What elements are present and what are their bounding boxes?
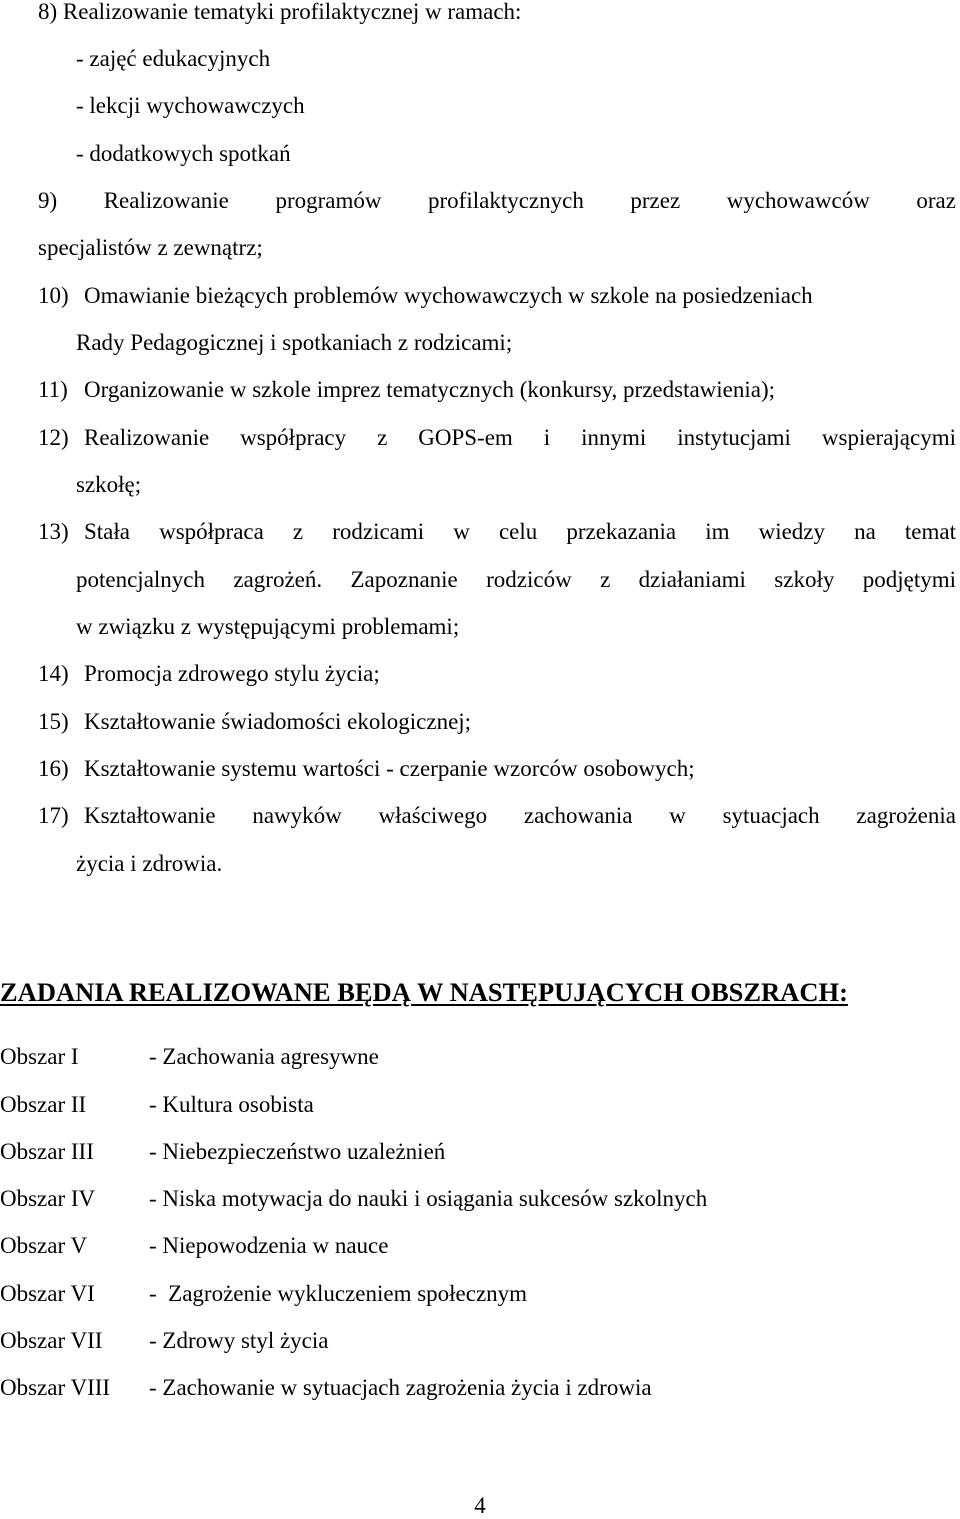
item-13-number: 13) [38,519,69,544]
area-label: Obszar I [0,1044,79,1069]
item-13-line-1: Stała współpraca z rodzicami w celu przekazania im wiedzy na temat [84,519,956,544]
item-17-line-2: życia i zdrowia. [76,851,223,876]
item-12-line-1: Realizowanie współpracy z GOPS-em i innymi instytucjami wspierającymi [84,425,956,450]
item-12-number: 12) [38,425,69,450]
item-9-word: profilaktycznych [428,188,584,213]
area-description: - Niska motywacja do nauki i osiągania sukcesów szkolnych [149,1186,708,1211]
item-9-line-2: specjalistów z zewnątrz; [38,235,263,260]
item-9-word: oraz [916,188,956,213]
area-description: - Zachowanie w sytuacjach zagrożenia życia i zdrowia [149,1375,652,1400]
item-14-number: 14) [38,661,69,686]
item-10-line-2: Rady Pedagogicznej i spotkaniach z rodzicami; [76,330,513,355]
area-description: - Niebezpieczeństwo uzależnień [149,1139,446,1164]
item-12-line-2: szkołę; [76,472,142,497]
area-label: Obszar III [0,1139,94,1164]
item-8-sub-2: - lekcji wychowawczych [76,93,305,118]
item-17-line-1: Kształtowanie nawyków właściwego zachowania w sytuacjach zagrożenia [84,803,956,828]
item-9-word: Realizowanie [103,188,229,213]
area-label: Obszar VI [0,1281,95,1306]
area-label: Obszar II [0,1092,87,1117]
item-15-line-1: Kształtowanie świadomości ekologicznej; [84,709,472,734]
item-10-number: 10) [38,283,69,308]
section-heading: ZADANIA REALIZOWANE BĘDĄ W NASTĘPUJĄCYCH OBSZRACH: [0,977,848,1007]
area-label: Obszar V [0,1233,88,1258]
item-14-line-1: Promocja zdrowego stylu życia; [84,661,380,686]
area-description: - Niepowodzenia w nauce [149,1233,389,1258]
item-9-line-1 [38,187,956,215]
item-9-number: 9) [38,188,58,213]
item-9-word: przez [630,188,681,213]
page-number: 4 [474,1493,486,1518]
item-8-title: 8) Realizowanie tematyki profilaktycznej w ramach: [38,0,522,24]
area-description: - Zdrowy styl życia [149,1328,329,1353]
item-8-sub-3: - dodatkowych spotkań [76,141,291,166]
item-17-number: 17) [38,803,69,828]
area-description: - Kultura osobista [149,1092,314,1117]
item-11-line-1: Organizowanie w szkole imprez tematycznych (konkursy, przedstawienia); [84,377,776,402]
item-13-line-2: potencjalnych zagrożeń. Zapoznanie rodziców z działaniami szkoły podjętymi [76,567,956,592]
area-description: - Zagrożenie wykluczeniem społecznym [149,1281,528,1306]
item-10-line-1: Omawianie bieżących problemów wychowawczych w szkole na posiedzeniach [84,283,813,308]
area-label: Obszar VIII [0,1375,111,1400]
area-label: Obszar IV [0,1186,96,1211]
area-label: Obszar VII [0,1328,103,1353]
item-16-number: 16) [38,756,69,781]
item-11-number: 11) [38,377,68,402]
item-8-sub-1: - zajęć edukacyjnych [76,46,271,71]
item-13-line-3: w związku z występującymi problemami; [76,614,460,639]
area-description: - Zachowania agresywne [149,1044,379,1069]
item-16-line-1: Kształtowanie systemu wartości - czerpanie wzorców osobowych; [84,756,695,781]
item-15-number: 15) [38,709,69,734]
item-9-word: programów [275,188,382,213]
item-9-word: wychowawców [726,188,870,213]
